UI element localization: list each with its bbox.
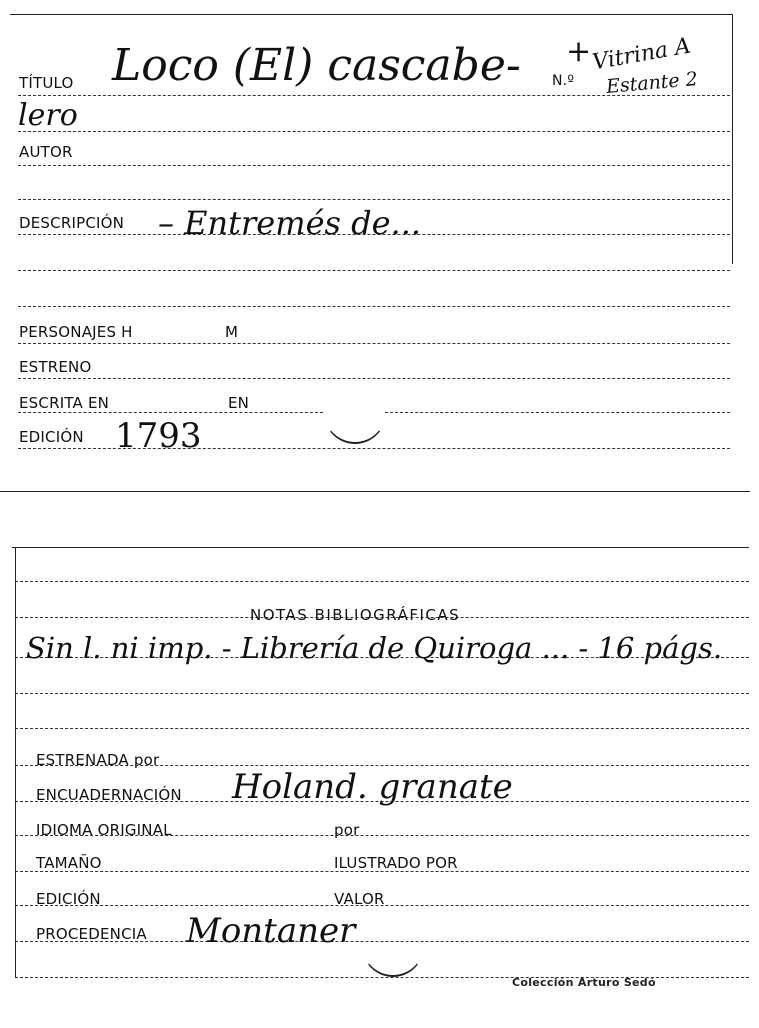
- rule: [18, 378, 730, 379]
- handwritten-title-line1: Loco (El) cascabe-: [112, 40, 521, 91]
- label-encuadernacion: ENCUADERNACIÓN: [36, 786, 182, 804]
- label-edicion: EDICIÓN: [19, 428, 84, 446]
- card-bottom-edge: [0, 491, 750, 492]
- rule: [18, 412, 323, 413]
- card-punch-hole: [324, 382, 386, 444]
- handwritten-provenance: Montaner: [186, 911, 356, 951]
- label-valor: VALOR: [334, 890, 385, 908]
- card-punch-hole: [362, 915, 424, 977]
- label-descripcion: DESCRIPCIÓN: [19, 214, 125, 232]
- rule: [18, 270, 730, 271]
- handwritten-estante: Estante 2: [605, 68, 699, 98]
- label-procedencia: PROCEDENCIA: [36, 925, 147, 943]
- handwritten-cross-mark: +: [566, 34, 592, 69]
- rule: [15, 581, 749, 582]
- handwritten-description: – Entremés de...: [158, 204, 422, 242]
- label-idioma-original: IDIOMA ORIGINAL: [36, 821, 172, 839]
- handwritten-title-line2: lero: [18, 98, 78, 133]
- rule: [18, 343, 730, 344]
- rule: [18, 131, 730, 132]
- label-personajes: PERSONAJES H: [19, 323, 133, 341]
- card-top-edge: [10, 14, 732, 15]
- handwritten-notes: Sin l. ni imp. - Librería de Quiroga ... - 16 págs.: [26, 631, 723, 665]
- rule: [18, 306, 730, 307]
- label-escrita-en-2: EN: [228, 394, 250, 412]
- label-tamano: TAMAÑO: [36, 854, 102, 872]
- label-estreno: ESTRENO: [19, 358, 92, 376]
- catalog-card-back: [0, 545, 759, 1015]
- notes-title: NOTAS BIBLIOGRÁFICAS: [250, 606, 461, 624]
- card-top-edge: [12, 547, 749, 548]
- rule: [18, 199, 730, 200]
- label-personajes-m: M: [225, 323, 239, 341]
- rule: [385, 412, 730, 413]
- handwritten-binding: Holand. granate: [232, 767, 513, 807]
- label-number-abbrev: N.º: [552, 73, 575, 89]
- card-right-edge: [732, 14, 733, 264]
- label-edicion-back: EDICIÓN: [36, 890, 101, 908]
- label-autor: AUTOR: [19, 143, 73, 161]
- rule: [15, 728, 749, 729]
- rule: [15, 693, 749, 694]
- card-left-edge: [15, 547, 16, 977]
- label-escrita-en: ESCRITA EN: [19, 394, 110, 412]
- handwritten-vitrina: Vitrina A: [590, 33, 693, 76]
- label-idioma-por: por: [334, 821, 360, 839]
- label-ilustrado-por: ILUSTRADO POR: [334, 854, 458, 872]
- catalog-card-front: [0, 0, 759, 492]
- collection-credit: Colección Arturo Sedó: [512, 976, 656, 989]
- handwritten-edition-year: 1793: [115, 416, 202, 456]
- label-titulo: TÍTULO: [19, 74, 74, 92]
- rule: [18, 165, 730, 166]
- label-estrenada-por: ESTRENADA por: [36, 751, 160, 769]
